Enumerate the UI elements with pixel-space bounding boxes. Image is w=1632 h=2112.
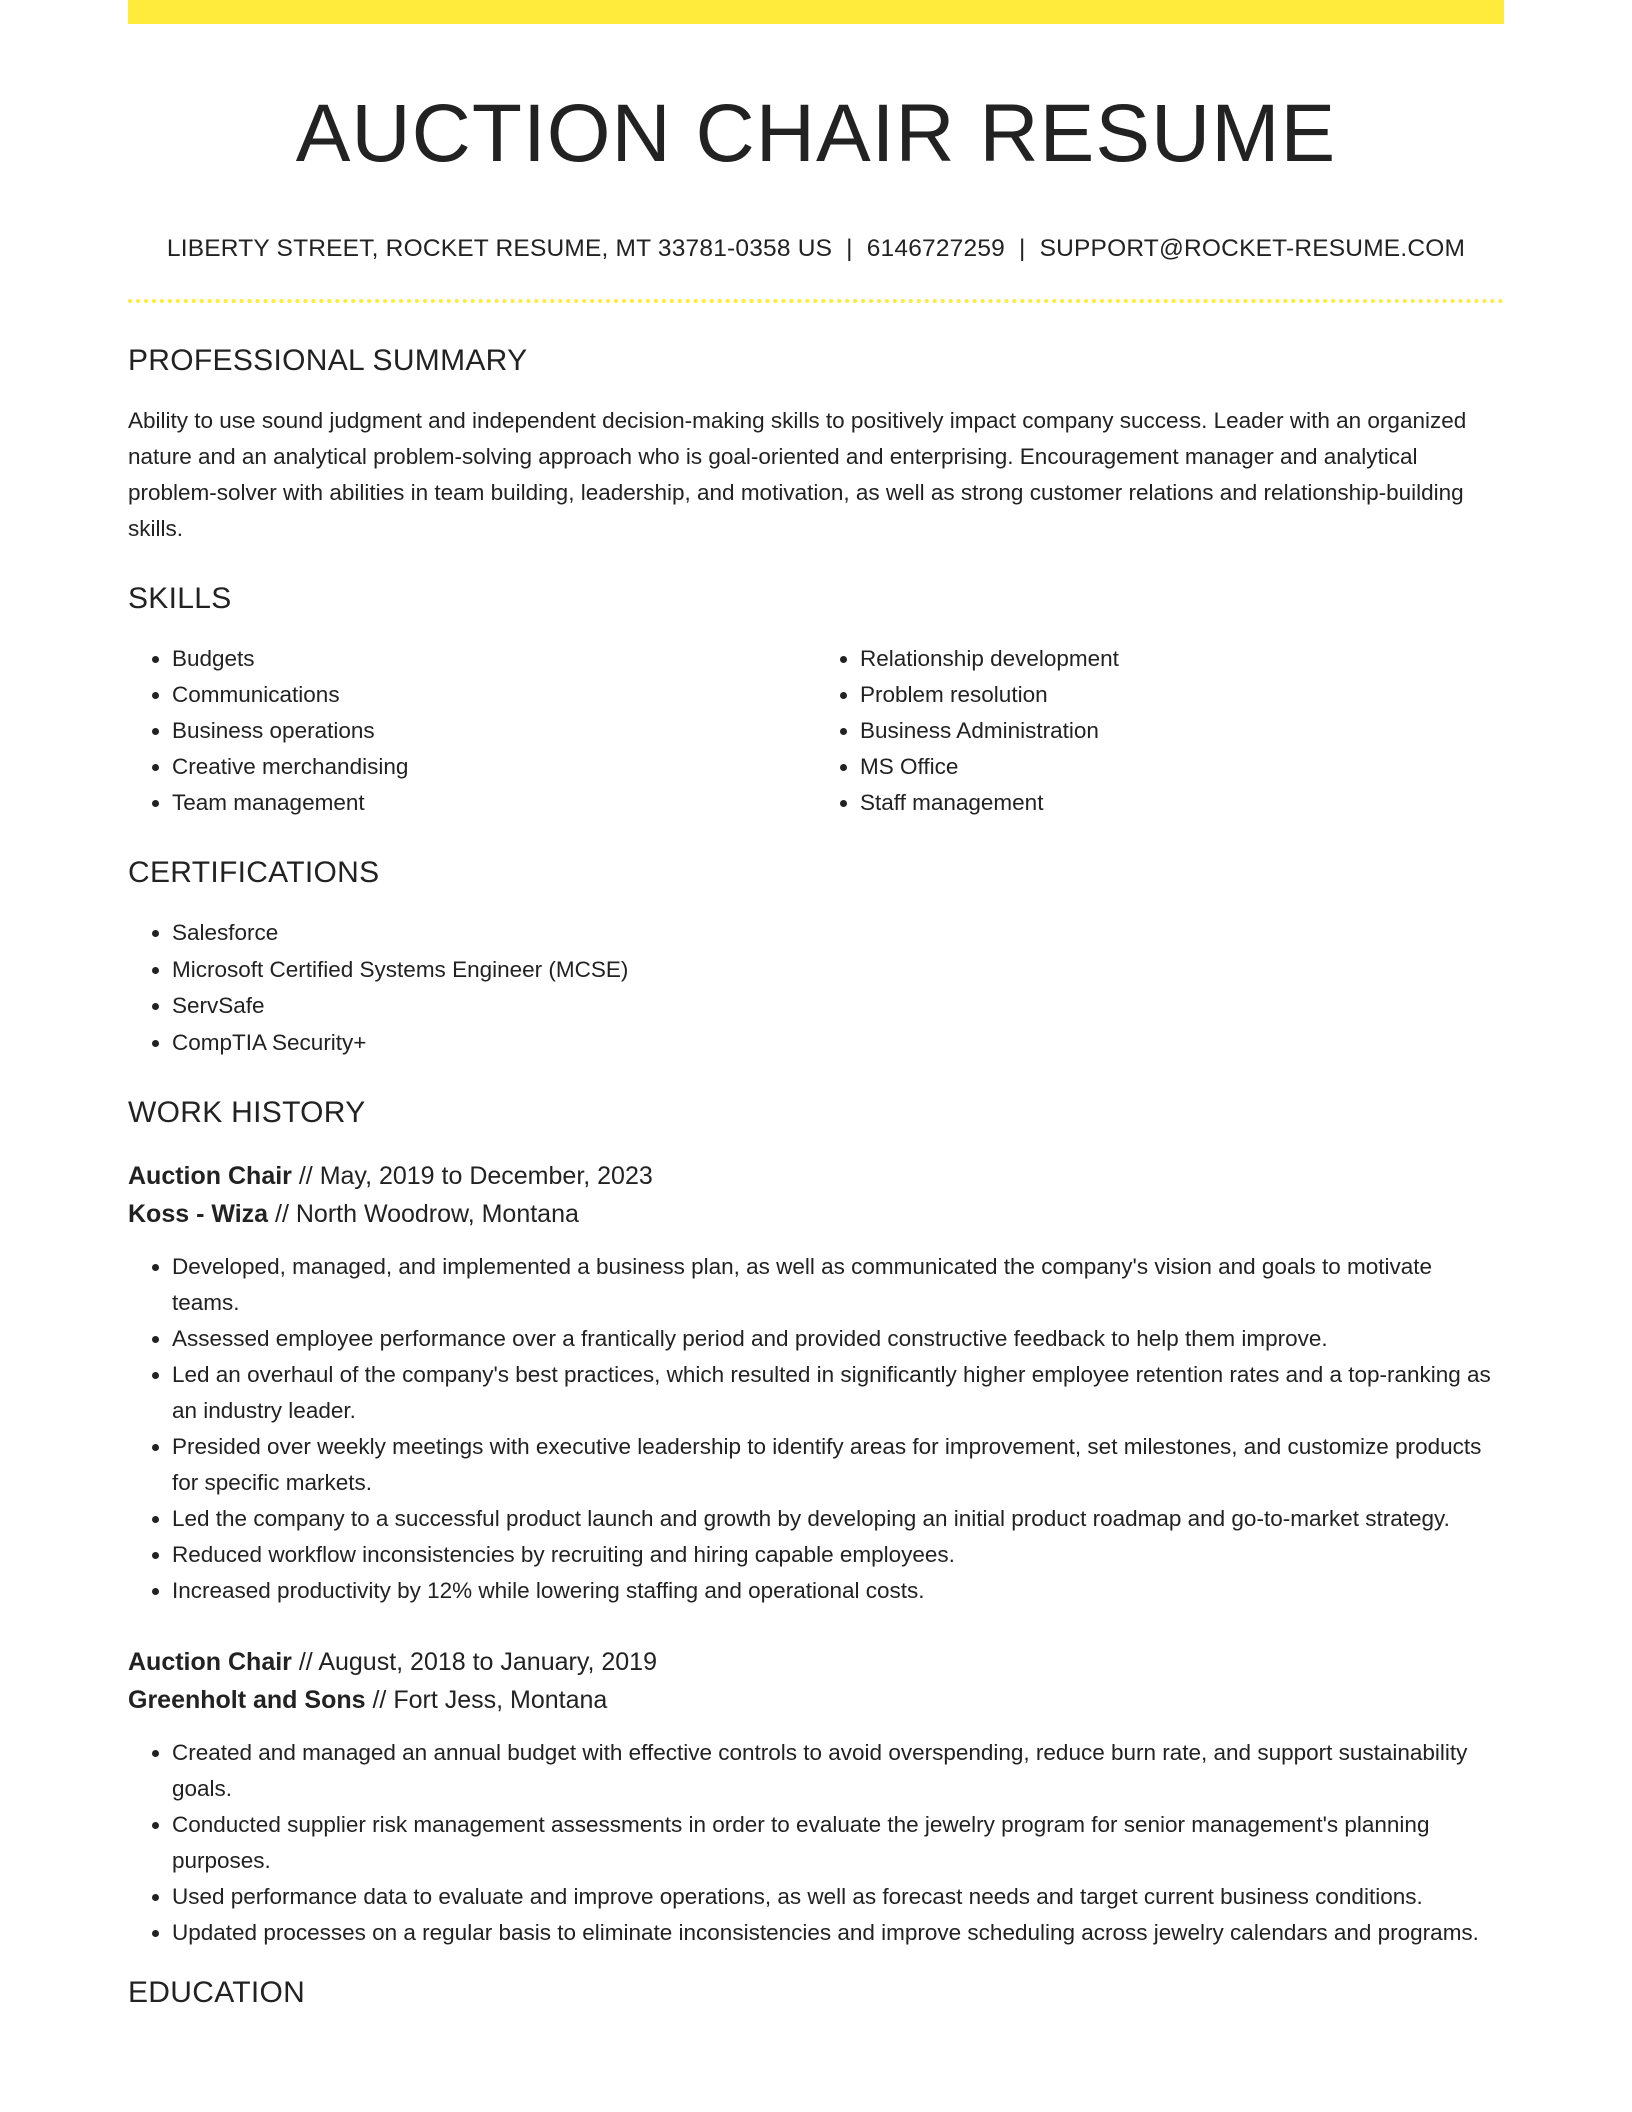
skill-item: • MS Office xyxy=(860,749,1504,785)
skills-list-right xyxy=(816,641,1504,821)
skill-item: • Communications xyxy=(172,677,816,713)
work-history-heading: WORK HISTORY xyxy=(128,1096,366,1129)
job-role: Auction Chair xyxy=(128,1648,292,1676)
job-bullet: • Presided over weekly meetings with executive leadership to identify areas for improvement, set milestones, and customize products for specific markets. xyxy=(172,1429,1504,1501)
job-bullets xyxy=(128,1249,1504,1609)
skills-columns xyxy=(128,641,1504,821)
job-bullet: • Led an overhaul of the company's best practices, which resulted in significantly higher employee retention rates and a top-ranking as an industry leader. xyxy=(172,1357,1504,1429)
contact-email: SUPPORT@ROCKET-RESUME.COM xyxy=(1039,235,1466,262)
job-location: // Fort Jess, Montana xyxy=(372,1686,608,1714)
job-company: Koss - Wiza xyxy=(128,1200,269,1228)
skill-item: • Staff management xyxy=(860,785,1504,821)
contact-line xyxy=(128,233,1504,265)
skill-item: • Business Administration xyxy=(860,713,1504,749)
contact-separator: | xyxy=(1018,235,1026,262)
job-dates: // May, 2019 to December, 2023 xyxy=(298,1162,653,1190)
job-bullet: • Led the company to a successful product launch and growth by developing an initial product roadmap and go-to-market strategy. xyxy=(172,1501,1504,1537)
skill-item: • Budgets xyxy=(172,641,816,677)
job-bullet: • Increased productivity by 12% while lowering staffing and operational costs. xyxy=(172,1573,1504,1609)
job-bullet: • Assessed employee performance over a frantically period and provided constructive feedback to help them improve. xyxy=(172,1321,1504,1357)
certifications-heading: CERTIFICATIONS xyxy=(128,856,380,889)
summary-text: Ability to use sound judgment and independent decision-making skills to positively impact company success. Leader with an organized nature and an analytical problem-solving approach who is goal-oriented and enterprising. Encouragement manager and analytical problem-solver with abilities in team building, leadership, and motivation, as well as strong customer relations and relationship-building skills. xyxy=(128,408,1467,541)
job-company-line xyxy=(128,1681,1504,1719)
certification-item: • Microsoft Certified Systems Engineer (MCSE) xyxy=(172,952,1504,989)
certification-item: • CompTIA Security+ xyxy=(172,1025,1504,1062)
certifications-list xyxy=(128,915,1504,1061)
job-company: Greenholt and Sons xyxy=(128,1686,366,1714)
contact-phone: 6146727259 xyxy=(866,235,1005,262)
skill-item: • Relationship development xyxy=(860,641,1504,677)
skill-item: • Business operations xyxy=(172,713,816,749)
contact-separator: | xyxy=(846,235,853,262)
resume-title: AUCTION CHAIR RESUME xyxy=(295,88,1337,179)
job-bullet: • Reduced workflow inconsistencies by recruiting and hiring capable employees. xyxy=(172,1537,1504,1573)
skills-list-left xyxy=(128,641,816,821)
skill-item: • Problem resolution xyxy=(860,677,1504,713)
job-title-line xyxy=(128,1157,1504,1195)
certification-item: • Salesforce xyxy=(172,915,1504,952)
skill-item: • Team management xyxy=(172,785,816,821)
job-company-line xyxy=(128,1195,1504,1233)
resume-content xyxy=(128,0,1504,2011)
job-entry xyxy=(128,1157,1504,1609)
job-bullet: • Updated processes on a regular basis to eliminate inconsistencies and improve scheduling across jewelry calendars and programs. xyxy=(172,1915,1504,1951)
job-dates: // August, 2018 to January, 2019 xyxy=(298,1648,657,1676)
accent-top-bar xyxy=(128,0,1504,24)
education-heading: EDUCATION xyxy=(128,1976,306,2009)
job-bullets xyxy=(128,1735,1504,1951)
job-entry xyxy=(128,1643,1504,1951)
job-role: Auction Chair xyxy=(128,1162,292,1190)
contact-address: LIBERTY STREET, ROCKET RESUME, MT 33781-0358 US xyxy=(166,235,833,262)
job-bullet: • Created and managed an annual budget with effective controls to avoid overspending, reduce burn rate, and support sustainability goals. xyxy=(172,1735,1504,1807)
skills-heading: SKILLS xyxy=(128,582,232,615)
job-bullet: • Used performance data to evaluate and improve operations, as well as forecast needs and target current business conditions. xyxy=(172,1879,1504,1915)
dotted-divider xyxy=(128,299,1504,303)
summary-heading: PROFESSIONAL SUMMARY xyxy=(128,344,528,377)
job-bullet: • Conducted supplier risk management assessments in order to evaluate the jewelry program for senior management's planning purposes. xyxy=(172,1807,1504,1879)
certification-item: • ServSafe xyxy=(172,988,1504,1025)
job-title-line xyxy=(128,1643,1504,1681)
skill-item: • Creative merchandising xyxy=(172,749,816,785)
job-bullet: • Developed, managed, and implemented a business plan, as well as communicated the company's vision and goals to motivate teams. xyxy=(172,1249,1504,1321)
job-location: // North Woodrow, Montana xyxy=(275,1200,579,1228)
